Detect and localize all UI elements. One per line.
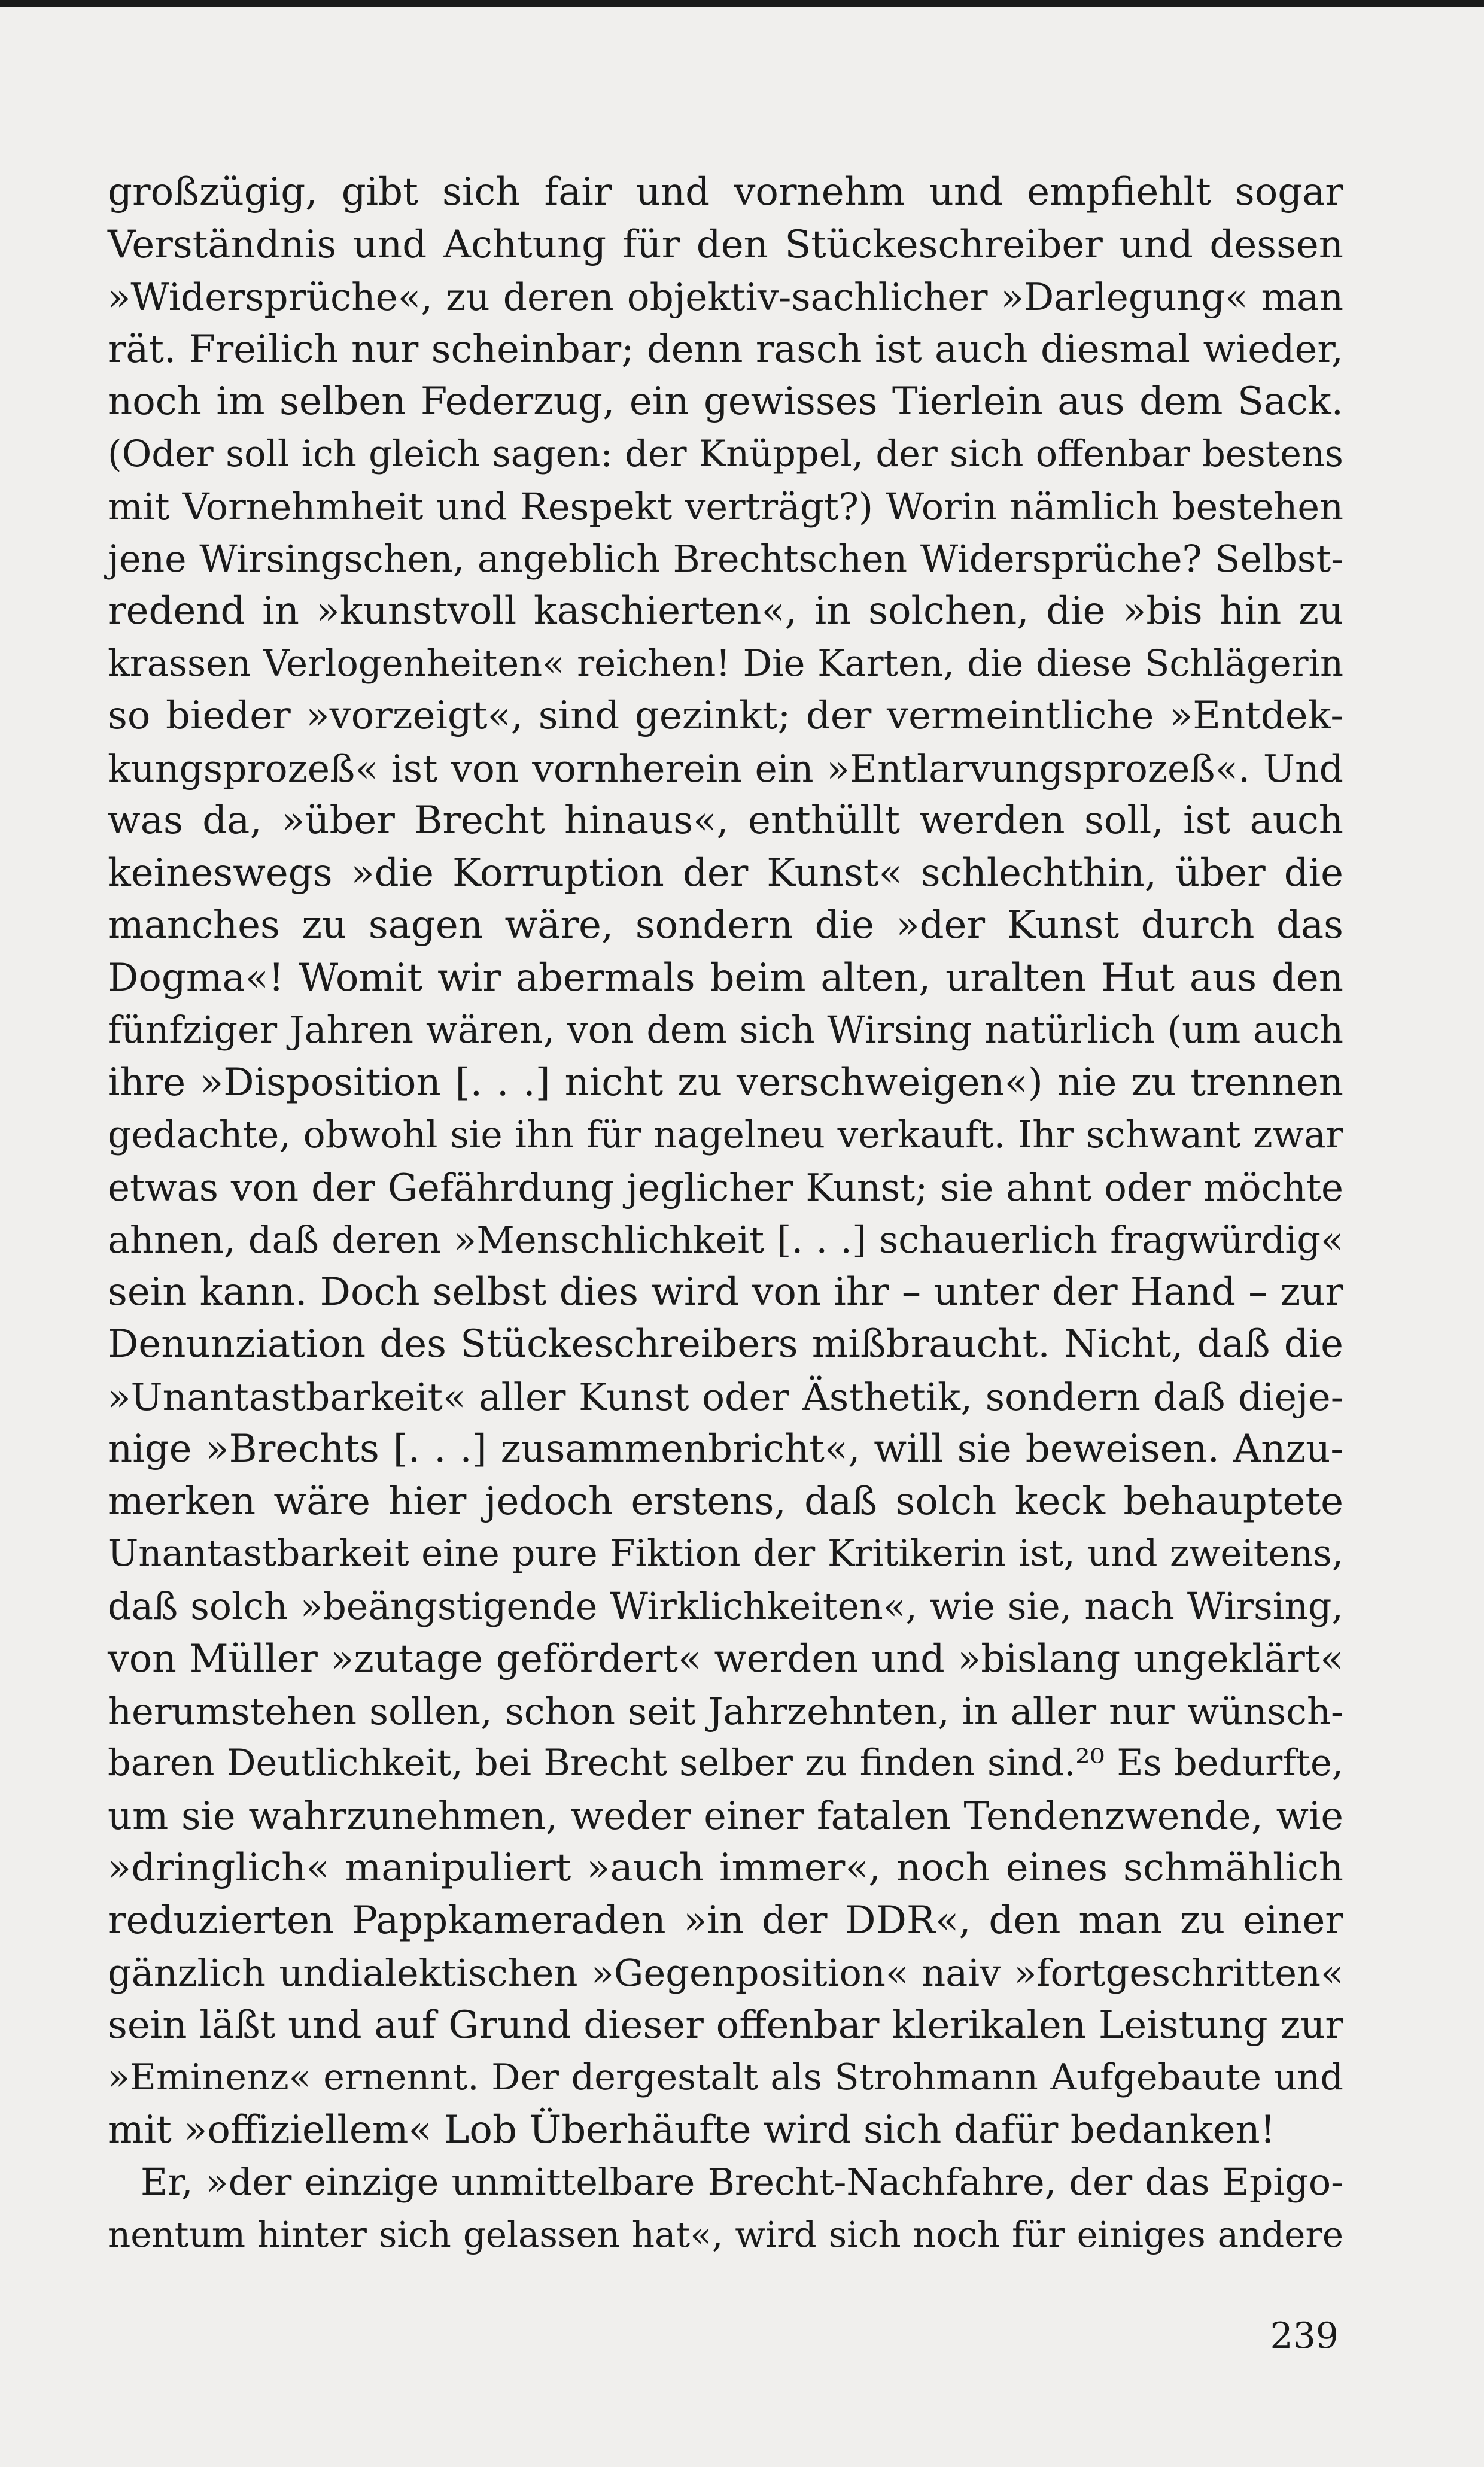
text-line: rät. Freilich nur scheinbar; denn rasch ist auch diesmal wieder, xyxy=(108,327,1343,372)
text-line: großzügig, gibt sich fair und vornehm und empfiehlt sogar xyxy=(108,170,1343,214)
text-line: gänzlich undialektischen »Gegenposition« naiv »fortgeschritten« xyxy=(108,1951,1343,1995)
text-line: Unantastbarkeit eine pure Fiktion der Kritikerin ist, und zweitens, xyxy=(108,1533,1343,1575)
text-line: ahnen, daß deren »Menschlichkeit [. . .] schauerlich fragwürdig« xyxy=(108,1218,1343,1262)
text-line: was da, »über Brecht hinaus«, enthüllt werden soll, ist auch xyxy=(108,798,1343,843)
text-line: fünfziger Jahren wären, von dem sich Wirsing natürlich (um auch xyxy=(108,1008,1343,1052)
text-line: noch im selben Federzug, ein gewisses Tierlein aus dem Sack. xyxy=(108,379,1343,424)
text-line: mit Vornehmheit und Respekt verträgt?) Worin nämlich bestehen xyxy=(108,485,1343,528)
scan-top-edge xyxy=(0,0,1484,7)
text-line: »Eminenz« ernennt. Der dergestalt als Strohmann Aufgebaute und xyxy=(108,2056,1343,2098)
body-text xyxy=(108,166,1343,2261)
text-line: mit »offiziellem« Lob Überhäufte wird sich dafür bedanken! xyxy=(108,2107,1276,2152)
text-line: baren Deutlichkeit, bei Brecht selber zu finden sind.²⁰ Es bedurfte, xyxy=(108,1742,1343,1784)
text-line: Denunziation des Stückeschreibers mißbraucht. Nicht, daß die xyxy=(108,1322,1343,1366)
text-line: reduzierten Pappkameraden »in der DDR«, den man zu einer xyxy=(108,1898,1343,1943)
text-line: sein kann. Doch selbst dies wird von ihr – unter der Hand – zur xyxy=(108,1269,1343,1314)
text-line: redend in »kunstvoll kaschierten«, in solchen, die »bis hin zu xyxy=(108,589,1343,633)
text-line: »dringlich« manipuliert »auch immer«, noch eines schmählich xyxy=(108,1846,1343,1890)
text-line: Dogma«! Womit wir abermals beim alten, uralten Hut aus den xyxy=(108,955,1343,1000)
text-line: keineswegs »die Korruption der Kunst« schlechthin, über die xyxy=(108,850,1343,895)
text-line: nentum hinter sich gelassen hat«, wird sich noch für einiges andere xyxy=(108,2214,1343,2256)
text-line: kungsprozeß« ist von vornherein ein »Entlarvungsprozeß«. Und xyxy=(108,746,1343,791)
text-line: (Oder soll ich gleich sagen: der Knüppel, der sich offenbar bestens xyxy=(108,433,1343,475)
text-line: von Müller »zutage gefördert« werden und »bislang ungeklärt« xyxy=(108,1636,1343,1681)
text-line: gedachte, obwohl sie ihn für nagelneu verkauft. Ihr schwant zwar xyxy=(108,1114,1343,1156)
text-line: so bieder »vorzeigt«, sind gezinkt; der vermeintliche »Entdek- xyxy=(108,694,1343,738)
page-number: 239 xyxy=(1270,2315,1339,2357)
text-line: »Widersprüche«, zu deren objektiv-sachlicher »Darlegung« man xyxy=(108,275,1343,319)
text-line: ihre »Disposition [. . .] nicht zu verschweigen«) nie zu trennen xyxy=(108,1060,1343,1105)
text-line: Er, »der einzige unmittelbare Brecht-Nachfahre, der das Epigo- xyxy=(141,2161,1343,2204)
text-line: manches zu sagen wäre, sondern die »der Kunst durch das xyxy=(108,903,1343,947)
text-line: daß solch »beängstigende Wirklichkeiten«, wie sie, nach Wirsing, xyxy=(108,1584,1343,1628)
text-line: krassen Verlogenheiten« reichen! Die Karten, die diese Schlägerin xyxy=(108,642,1343,685)
text-line: Verständnis und Achtung für den Stückeschreiber und dessen xyxy=(108,222,1343,267)
text-line: jene Wirsingschen, angeblich Brechtschen Widersprüche? Selbst- xyxy=(108,537,1343,581)
text-line: sein läßt und auf Grund dieser offenbar klerikalen Leistung zur xyxy=(108,2003,1343,2047)
text-line: um sie wahrzunehmen, weder einer fatalen Tendenzwende, wie xyxy=(108,1793,1343,1838)
text-line: etwas von der Gefährdung jeglicher Kunst; sie ahnt oder möchte xyxy=(108,1165,1343,1210)
text-line: merken wäre hier jedoch erstens, daß solch keck behauptete xyxy=(108,1479,1343,1524)
text-line: nige »Brechts [. . .] zusammenbricht«, will sie beweisen. Anzu- xyxy=(108,1427,1343,1471)
text-line: herumstehen sollen, schon seit Jahrzehnten, in aller nur wünsch- xyxy=(108,1689,1343,1733)
text-line: »Unantastbarkeit« aller Kunst oder Ästhetik, sondern daß dieje- xyxy=(108,1374,1343,1419)
